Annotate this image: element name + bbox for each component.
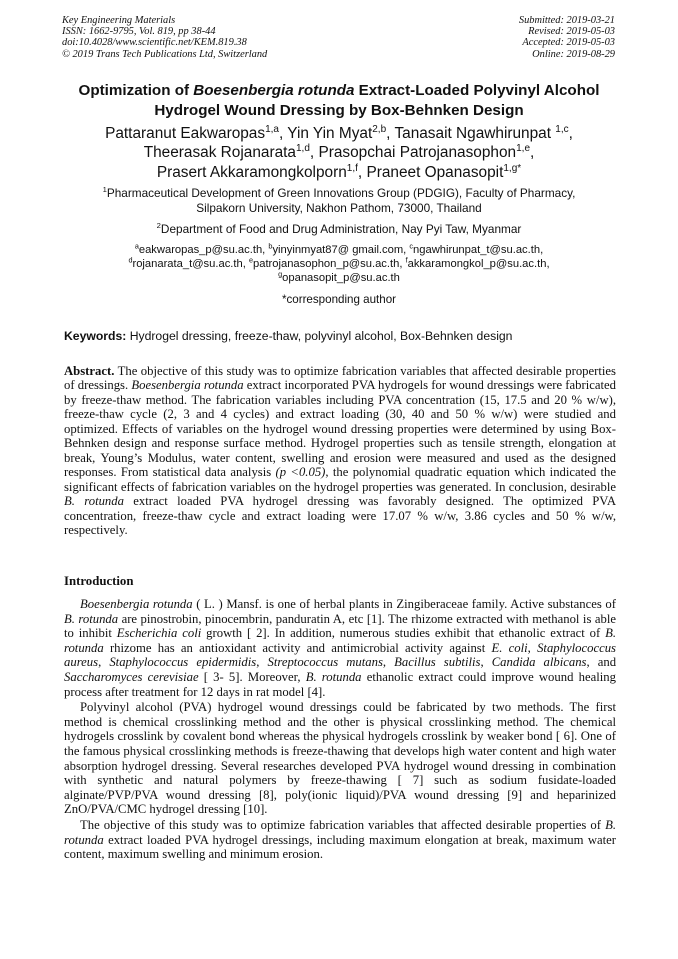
author: Yin Yin Myat$^{2,b}$, bbox=[287, 123, 395, 142]
paragraph: The objective of this study was to optimize fabrication variables that affected desirable properties of B. rotunda extract loaded PVA hydrogel dressings, including maximum elongation at break, maximum water content, maximum swelling and minimum erosion. bbox=[64, 817, 616, 862]
keywords-label: Keywords: bbox=[64, 329, 127, 343]
paragraph: Polyvinyl alcohol (PVA) hydrogel wound dressings could be fabricated by two methods. The first method is chemical crosslinking method and the other is physical crosslinking method. The chemical hydrogels crosslink by covalent bond whereas the physical hydrogels crosslink by weaker bond [ 6]. One of the famous physical crosslinking methods is freeze-thawing that develops high water content and high water absorption hydrogel dressing. Several researches developed PVA hydrogel wound dressing in combination with synthetic and natural polymers by freeze-thawing [ 7] such as sodium fusidate-loaded alginate/PVP/PVA wound dressing [8], poly(ionic liquid)/PVA wound dressing [9] and heparinized ZnO/PVA/CMC hydrogel dressing [10]. bbox=[64, 700, 616, 817]
author-list bbox=[40, 124, 638, 182]
author: Prasert Akkaramongkolporn$^{1,f}$, bbox=[156, 162, 367, 181]
title-species: Boesenbergia rotunda bbox=[193, 82, 355, 99]
title-part: Extract-Loaded Polyvinyl Alcohol bbox=[354, 82, 600, 99]
journal-info bbox=[62, 15, 267, 60]
email-link[interactable]: akkaramongkol_p@su.ac.th, bbox=[407, 258, 550, 270]
author: Prasopchai Patrojanasophon$^{1,e}$, bbox=[318, 143, 535, 162]
journal-name: Key Engineering Materials bbox=[62, 15, 176, 26]
publication-dates bbox=[519, 15, 615, 60]
email-link[interactable]: patrojanasophon_p@su.ac.th, bbox=[253, 258, 406, 270]
title-part: Optimization of bbox=[78, 82, 194, 99]
email-link[interactable]: ngawhirunpat_t@su.ac.th, bbox=[413, 244, 544, 256]
introduction-body bbox=[64, 597, 616, 862]
doi: doi:10.4028/www.scientific.net/KEM.819.38 bbox=[62, 37, 247, 49]
abstract: Abstract. The objective of this study was to optimize fabrication variables that affected desirable properties of dressings. Boesenbergia rotunda extract incorporated PVA hydrogels for wound dressings were fabricated by freeze-thaw method. The fabrication variables including PVA concentration (15, 17.5 and 20 % w/w), freeze-thaw cycle (2, 3 and 4 cycles) and extract loading (30, 40 and 50 % w/w) were studied and optimized. Effects of variables on the hydrogel wound dressing properties were determined by using Box-Behnken design and response surface method. Hydrogel properties such as tensile strength, elongation at break, Young’s Modulus, water content, swelling and erosion were measured and used as the designed responses. From statistical data analysis (p <0.05), the polynomial quadratic equation which indicated the significant effects of fabrication variables on the hydrogel properties was generated. In conclusion, desirable B. rotunda extract loaded PVA hydrogel dressing was favorably designed. The optimized PVA concentration, freeze-thaw cycle and extract loading were 17.07 % w/w, 3.86 cycles and 50 % w/w, respectively. bbox=[64, 364, 616, 537]
author: Pattaranut Eakwaropas$^{1,a}$, bbox=[105, 123, 288, 142]
submitted-date: Submitted: 2019-03-21 bbox=[518, 15, 615, 26]
copyright: © 2019 Trans Tech Publications Ltd, Switzerland bbox=[62, 48, 268, 60]
online-date: Online: 2019-08-29 bbox=[532, 48, 615, 60]
title-line-2: Hydrogel Wound Dressing by Box-Behnken Design bbox=[154, 102, 524, 119]
keywords bbox=[64, 329, 616, 343]
affiliation-1: $^1$Pharmaceutical Development of Green Innovations Group (PDGIG), Faculty of Pharmacy, Silpakorn University, Nakhon Pathom, 73000, Thailand bbox=[102, 185, 576, 215]
author-emails: $^a$eakwaropas_p@su.ac.th, $^b$yinyinmyat87@ gmail.com, $^c$ngawhirunpat_t@su.ac.th, $^d$rojanarata_t@su.ac.th, $^e$patrojanasophon_p@su.ac.th, $^f$akkaramongkol_p@su.ac.th, $^g$opanasopit_p@su.ac.th bbox=[128, 241, 550, 284]
issn: ISSN: 1662-9795, Vol. 819, pp 38-44 bbox=[62, 26, 216, 38]
affiliation-2: $^2$Department of Food and Drug Administration, Nay Pyi Taw, Myanmar bbox=[156, 221, 522, 236]
email-link[interactable]: rojanarata_t@su.ac.th, bbox=[132, 258, 249, 270]
email-link[interactable]: yinyinmyat87@ gmail.com, bbox=[272, 244, 410, 256]
email-link[interactable]: eakwaropas_p@su.ac.th, bbox=[138, 244, 269, 256]
email-link[interactable]: opanasopit_p@su.ac.th bbox=[282, 272, 400, 284]
author: Tanasait Ngawhirunpat $^{1,c}$, bbox=[394, 123, 573, 142]
paper-title bbox=[40, 81, 638, 121]
author: Theerasak Rojanarata$^{1,d}$, bbox=[143, 143, 319, 162]
accepted-date: Accepted: 2019-05-03 bbox=[522, 37, 615, 49]
section-heading-introduction: Introduction bbox=[64, 574, 134, 588]
author: Praneet Opanasopit$^{1,g*}$ bbox=[366, 162, 522, 181]
revised-date: Revised: 2019-05-03 bbox=[528, 26, 615, 38]
corresponding-author-note: *corresponding author bbox=[281, 293, 397, 306]
paragraph: Boesenbergia rotunda ( L. ) Mansf. is one of herbal plants in Zingiberaceae family. Active substances of B. rotunda are pinostrobin, pinocembrin, panduratin A, etc [1]. The rhizome extracted with methanol is able to inhibit Escherichia coli growth [ 2]. In addition, numerous studies exhibit that ethanolic extract of B. rotunda rhizome has an antioxidant activity and antimicrobial activity against E. coli, Staphylococcus aureus, Staphylococcus epidermidis, Streptococcus mutans, Bacillus subtilis, Candida albicans, and Saccharomyces cerevisiae [ 3- 5]. Moreover, B. rotunda ethanolic extract could improve wound healing process after treatment for 12 days in rat model [4]. bbox=[64, 597, 617, 699]
keywords-text: Hydrogel dressing, freeze-thaw, polyvinyl alcohol, Box-Behnken design bbox=[126, 329, 513, 343]
abstract-label: Abstract. bbox=[64, 364, 115, 378]
